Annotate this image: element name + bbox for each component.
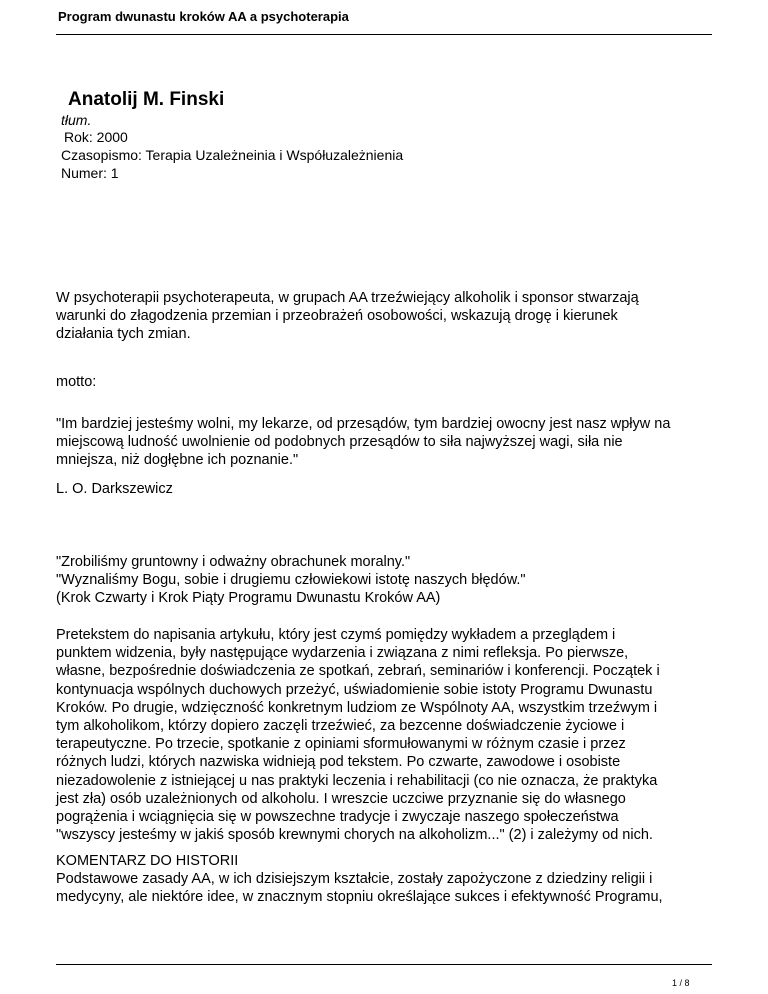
steps-line: (Krok Czwarty i Krok Piąty Programu Dwunastu Kroków AA) — [56, 590, 441, 607]
quote-author: L. O. Darkszewicz — [56, 481, 173, 497]
paragraph-line: terapeutyczne. Po trzecie, spotkanie z opiniami sformułowanymi w różnym czasie i przez — [56, 736, 626, 753]
history-section — [56, 852, 716, 907]
quote-line: "Im bardziej jesteśmy wolni, my lekarze, od przesądów, tym bardziej owocny jest nasz wpływ na — [56, 416, 671, 432]
steps-line: "Wyznaliśmy Bogu, sobie i drugiemu człowiekowi istotę naszych błędów." — [56, 572, 526, 589]
lead-line: działania tych zmian. — [56, 326, 191, 343]
steps-quote — [56, 553, 716, 608]
header-divider — [56, 34, 712, 35]
motto-label: motto: — [56, 374, 97, 390]
article-issue: Numer: 1 — [61, 165, 119, 181]
paragraph-line: różnych ludzi, których nazwiska widnieją pod tekstem. Po czwarte, zawodowe i osobiste — [56, 754, 621, 771]
paragraph-line: "wszyscy jesteśmy w jakiś sposób krewnymi chorych na alkoholizm..." (2) i zależymy od nich. — [56, 827, 653, 844]
paragraph-line: pogrążenia i wciągnięcia się w powszechne tradycje i zwyczaje naszego społeczeństwa — [56, 809, 619, 826]
page-number: 1 / 8 — [672, 978, 690, 988]
section-line: medycyny, ale niektóre idee, w znacznym stopniu określające sukces i efektywność Programu, — [56, 889, 663, 906]
quote-line: miejscową ludność uwolnienie od podobnych przesądów to siła najwyższej wagi, siła nie — [56, 434, 623, 451]
lead-paragraph — [56, 289, 716, 344]
motto-quote — [56, 415, 716, 470]
paragraph-line: punktem widzenia, były następujące wydarzenia i związana z nimi refleksja. Po pierwsze, — [56, 645, 629, 662]
quote-line: mniejsza, niż dogłębne ich poznanie." — [56, 452, 299, 469]
paragraph-line: Kroków. Po drugie, wdzięczność konkretnym ludziom ze Wspólnoty AA, wszystkim trzeźwym i — [56, 699, 658, 716]
article-author: Anatolij M. Finski — [68, 89, 225, 110]
steps-line: "Zrobiliśmy gruntowny i odważny obrachunek moralny." — [56, 554, 411, 570]
paragraph-line: niezadowolenie z istniejącej u nas praktyki leczenia i rehabilitacji (co nie oznacza, że praktyka — [56, 772, 658, 789]
section-heading: KOMENTARZ DO HISTORII — [56, 853, 239, 869]
lead-line: warunki do złagodzenia przemian i przeobrażeń osobowości, wskazują drogę i kierunek — [56, 308, 618, 325]
paragraph-line: kontynuacja wspólnych duchowych przeżyć, uświadomienie sobie istoty Programu Dwunastu — [56, 681, 653, 698]
paragraph-line: jest zła) osób uzależnionych od alkoholu. I wreszcie uczciwe przyznanie się do własnego — [56, 790, 626, 807]
translator-label: tłum. — [61, 112, 92, 128]
paragraph-line: Pretekstem do napisania artykułu, który jest czymś pomiędzy wykładem a przeglądem i — [56, 627, 616, 643]
article-journal: Czasopismo: Terapia Uzależneinia i Współuzależnienia — [61, 147, 404, 163]
section-line: Podstawowe zasady AA, w ich dzisiejszym kształcie, zostały zapożyczone z dziedziny religii i — [56, 871, 653, 888]
article-year: Rok: 2000 — [64, 129, 128, 145]
footer-divider — [56, 964, 712, 965]
paragraph-line: własne, bezpośrednie doświadczenia ze spotkań, zebrań, seminariów i konferencji. Początek i — [56, 663, 660, 680]
document-header-title: Program dwunastu kroków AA a psychoterapia — [58, 9, 349, 24]
lead-line: W psychoterapii psychoterapeuta, w grupach AA trzeźwiejący alkoholik i sponsor stwarzają — [56, 290, 639, 306]
intro-paragraph — [56, 626, 716, 844]
paragraph-line: tym alkoholikom, którzy dopiero zaczęli trzeźwieć, za bezcenne doświadczenie życiowe i — [56, 718, 625, 735]
